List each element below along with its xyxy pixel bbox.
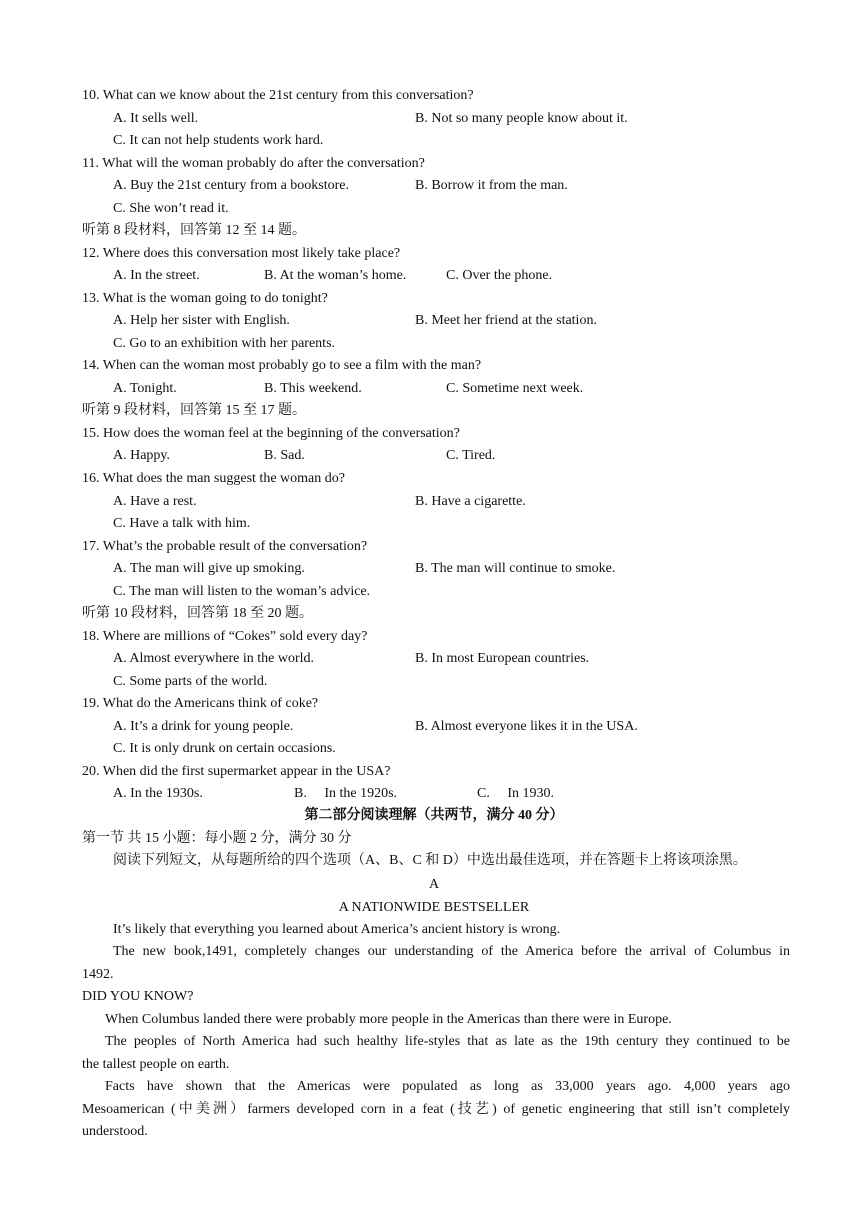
question-20-option-b: B. In the 1920s. [294, 786, 398, 801]
reading-directions: 阅读下列短文，从每题所给的四个选项（A、B、C 和 D）中选出最佳选项，并在答题卡上将该项涂黑。 [113, 853, 747, 868]
question-12-option-c: C. Over the phone. [446, 268, 553, 283]
question-14-option-c: C. Sometime next week. [446, 381, 584, 396]
question-14-stem: 14. When can the woman most probably go to see a film with the man? [82, 358, 482, 373]
passage-letter: A [428, 877, 440, 892]
part2-title: 第二部分阅读理解（共两节，满分 40 分） [304, 808, 564, 823]
question-19-option-c: C. It is only drunk on certain occasions. [113, 741, 336, 756]
question-15-stem: 15. How does the woman feel at the beginning of the conversation? [82, 426, 460, 441]
question-20-option-a: A. In the 1930s. [113, 786, 203, 801]
question-17-stem: 17. What’s the probable result of the conversation? [82, 539, 368, 554]
passage-paragraph-2-line-2: 1492. [82, 967, 114, 982]
question-16-stem: 16. What does the man suggest the woman do? [82, 471, 345, 486]
question-10-option-c: C. It can not help students work hard. [113, 133, 324, 148]
question-12-stem: 12. Where does this conversation most likely take place? [82, 246, 401, 261]
question-11-option-b: B. Borrow it from the man. [415, 178, 568, 193]
question-10-option-b: B. Not so many people know about it. [415, 111, 628, 126]
question-17-option-b: B. The man will continue to smoke. [415, 561, 616, 576]
passage-paragraph-4-line-1: The peoples of North America had such healthy life-styles that as late as the 19th century they continued to be [105, 1034, 790, 1049]
question-18-option-a: A. Almost everywhere in the world. [113, 651, 315, 666]
question-13-option-a: A. Help her sister with English. [113, 313, 290, 328]
instruction-material-10: 听第 10 段材料，回答第 18 至 20 题。 [82, 606, 313, 621]
question-20-option-c: C. In 1930. [477, 786, 554, 801]
question-12-option-a: A. In the street. [113, 268, 200, 283]
passage-paragraph-2-line-1: The new book,1491, completely changes our understanding of the America before the arrival of Columbus in [113, 944, 790, 959]
passage-paragraph-3: When Columbus landed there were probably more people in the Americas than there were in Europe. [105, 1012, 672, 1027]
question-16-option-a: A. Have a rest. [113, 494, 197, 509]
question-15-option-c: C. Tired. [446, 448, 496, 463]
question-13-stem: 13. What is the woman going to do tonight? [82, 291, 328, 306]
question-10-stem: 10. What can we know about the 21st century from this conversation? [82, 88, 474, 103]
passage-paragraph-5-line-2: Mesoamerican (中美洲）farmers developed corn in a feat (技艺) of genetic engineering that still isn’t completely [82, 1102, 790, 1117]
question-11-option-c: C. She won’t read it. [113, 201, 229, 216]
question-15-option-b: B. Sad. [264, 448, 305, 463]
question-11-stem: 11. What will the woman probably do after the conversation? [82, 156, 425, 171]
passage-paragraph-5-line-1: Facts have shown that the Americas were populated as long as 33,000 years ago. 4,000 years ago [105, 1079, 790, 1094]
question-17-option-c: C. The man will listen to the woman’s advice. [113, 584, 371, 599]
passage-paragraph-5-line-3: understood. [82, 1124, 148, 1139]
question-14-option-a: A. Tonight. [113, 381, 177, 396]
question-18-option-c: C. Some parts of the world. [113, 674, 268, 689]
did-you-know-heading: DID YOU KNOW? [82, 989, 194, 1004]
question-19-stem: 19. What do the Americans think of coke? [82, 696, 319, 711]
question-19-option-b: B. Almost everyone likes it in the USA. [415, 719, 638, 734]
question-18-option-b: B. In most European countries. [415, 651, 590, 666]
instruction-material-9: 听第 9 段材料，回答第 15 至 17 题。 [82, 403, 306, 418]
question-14-option-b: B. This weekend. [264, 381, 362, 396]
question-11-option-a: A. Buy the 21st century from a bookstore. [113, 178, 350, 193]
passage-paragraph-4-line-2: the tallest people on earth. [82, 1057, 230, 1072]
question-13-option-c: C. Go to an exhibition with her parents. [113, 336, 336, 351]
question-18-stem: 18. Where are millions of “Cokes” sold every day? [82, 629, 368, 644]
section1-heading: 第一节 共 15 小题：每小题 2 分，满分 30 分 [82, 831, 352, 846]
instruction-material-8: 听第 8 段材料，回答第 12 至 14 题。 [82, 223, 306, 238]
question-16-option-b: B. Have a cigarette. [415, 494, 526, 509]
question-13-option-b: B. Meet her friend at the station. [415, 313, 597, 328]
question-20-stem: 20. When did the first supermarket appear in the USA? [82, 764, 391, 779]
passage-headline: A NATIONWIDE BESTSELLER [338, 900, 530, 915]
question-12-option-b: B. At the woman’s home. [264, 268, 407, 283]
passage-paragraph-1: It’s likely that everything you learned about America’s ancient history is wrong. [113, 922, 561, 937]
question-19-option-a: A. It’s a drink for young people. [113, 719, 294, 734]
question-16-option-c: C. Have a talk with him. [113, 516, 251, 531]
question-17-option-a: A. The man will give up smoking. [113, 561, 305, 576]
question-10-option-a: A. It sells well. [113, 111, 199, 126]
question-15-option-a: A. Happy. [113, 448, 171, 463]
